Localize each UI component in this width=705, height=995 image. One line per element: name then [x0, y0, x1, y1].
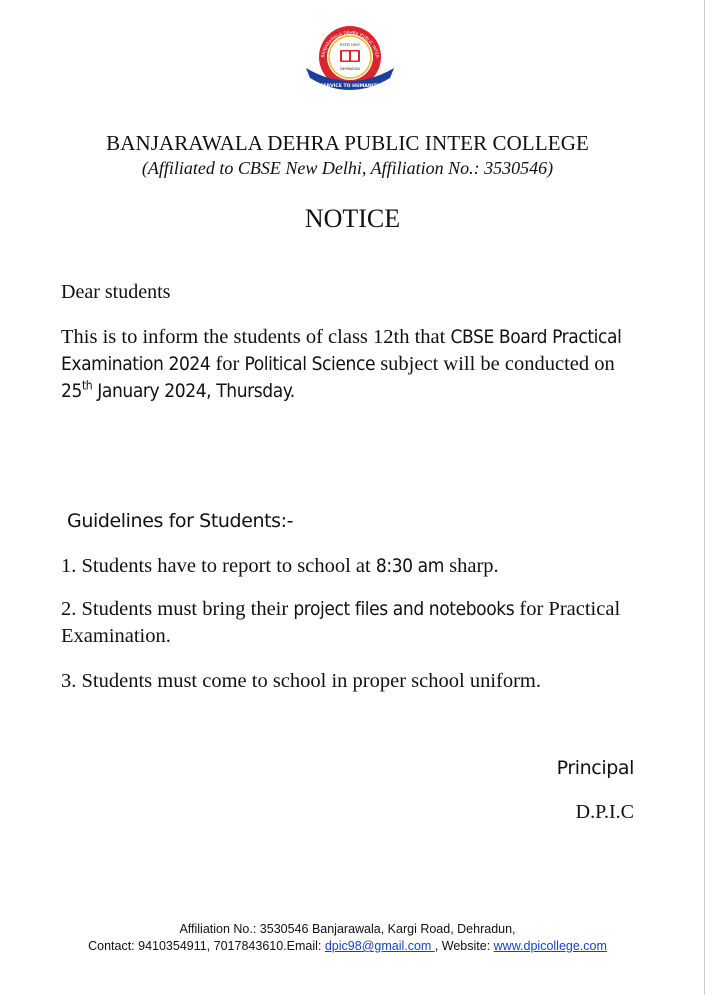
- guideline-2-text: 2. Students must bring their: [61, 598, 294, 620]
- date-day: 25: [61, 380, 82, 402]
- intro-text-2: for: [210, 353, 245, 375]
- guidelines-heading: Guidelines for Students:-: [67, 510, 294, 532]
- subject-name: Political Science: [244, 353, 376, 375]
- logo-book-page-right: [351, 52, 358, 61]
- footer-website-label: , Website:: [434, 939, 494, 953]
- date-rest: January 2024, Thursday.: [92, 380, 295, 402]
- email-link[interactable]: dpic98@gmail.com: [324, 939, 435, 953]
- footer-address: Affiliation No.: 3530546 Banjarawala, Kargi Road, Dehradun,: [179, 922, 516, 936]
- guideline-item-1: [61, 553, 651, 580]
- logo-ring-text: BANJARAWALA DEHRA PUBLIC INTER: [320, 29, 380, 59]
- website-link[interactable]: www.dpicollege.com: [493, 939, 607, 953]
- footer-contact: [0, 938, 695, 955]
- logo-bottom-text: DEHRADUN: [340, 67, 360, 71]
- salutation: Dear students: [61, 281, 171, 303]
- exam-name: CBSE Board Practical Examination 2024: [61, 326, 622, 375]
- guideline-2-suffix: for Practical Examination.: [61, 598, 621, 647]
- footer-contact-numbers: Contact: 9410354911, 7017843610.Email:: [88, 939, 325, 953]
- college-name: BANJARAWALA DEHRA PUBLIC INTER COLLEGE: [106, 131, 589, 155]
- logo-year: ESTD 1997: [340, 43, 360, 47]
- college-logo-icon: [302, 24, 398, 98]
- logo-book-page-left: [342, 52, 349, 61]
- intro-text-1: This is to inform the students of class 12th that: [61, 326, 451, 348]
- date-suffix: th: [81, 378, 93, 393]
- notice-title: NOTICE: [304, 204, 401, 233]
- guideline-1-suffix: sharp.: [444, 555, 499, 577]
- notice-intro-paragraph: [61, 324, 651, 405]
- guideline-item-3: 3. Students must come to school in proper school uniform.: [61, 670, 541, 692]
- footer: [0, 921, 695, 955]
- signature-title: Principal: [556, 757, 634, 779]
- signature-org: D.P.I.C: [575, 801, 634, 823]
- exam-date: [61, 380, 295, 402]
- required-items: project files and notebooks: [293, 598, 515, 620]
- intro-text-3: subject will be conducted on: [375, 353, 615, 375]
- logo-ribbon-text: SERVICE TO HUMANITY: [320, 84, 380, 89]
- affiliation-line: (Affiliated to CBSE New Delhi, Affiliation No.: 3530546): [141, 158, 554, 178]
- guideline-1-text: 1. Students have to report to school at: [61, 555, 376, 577]
- guideline-item-2: [61, 596, 651, 650]
- report-time: 8:30 am: [375, 555, 444, 577]
